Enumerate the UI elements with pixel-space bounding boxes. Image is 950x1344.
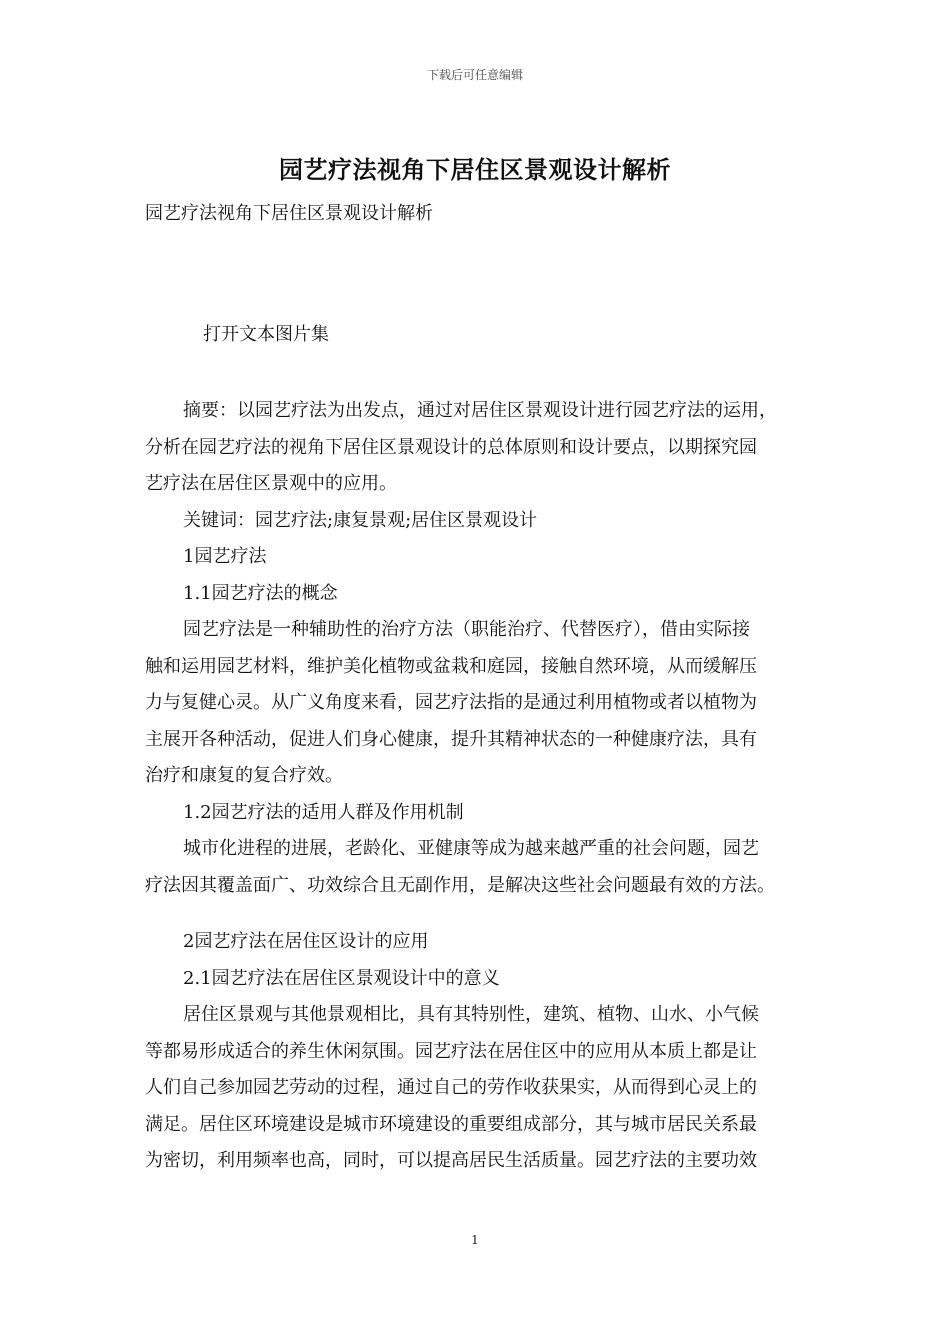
document-title: 园艺疗法视角下居住区景观设计解析 (279, 155, 671, 184)
image-set-link[interactable]: 打开文本图片集 (203, 323, 329, 345)
spacer (145, 353, 807, 393)
page-number: 1 (471, 1233, 479, 1247)
paragraph-line: 等都易形成适合的养生休闲氛围。园艺疗法在居住区中的应用从本质上都是让 (145, 1040, 757, 1062)
paragraph-line: 园艺疗法是一种辅助性的治疗方法（职能治疗、代替医疗），借由实际接 (183, 619, 750, 640)
paragraph-line: 力与复健心灵。从广义角度来看，园艺疗法指的是通过利用植物或者以植物为 (145, 692, 757, 713)
abstract-line: 艺疗法在居住区景观中的应用。 (145, 473, 397, 494)
keywords: 关键词：园艺疗法;康复景观;居住区景观设计 (183, 509, 538, 531)
section-heading: 1园艺疗法 (183, 546, 267, 567)
spacer (145, 904, 807, 924)
abstract-line: 摘要：以园艺疗法为出发点，通过对居住区景观设计进行园艺疗法的运用， (183, 400, 777, 421)
paragraph-line: 居住区景观与其他景观相比，具有其特别性，建筑、植物、山水、小气候 (183, 1004, 759, 1025)
subsection-heading: 1.2园艺疗法的适用人群及作用机制 (183, 801, 464, 823)
header-note: 下载后可任意编辑 (426, 68, 523, 82)
subsection-heading: 2.1园艺疗法在居住区景观设计中的意义 (183, 967, 500, 989)
paragraph-line: 为密切，利用频率也高，同时，可以提高居民生活质量。园艺疗法的主要功效 (145, 1150, 757, 1171)
paragraph-line: 主展开各种活动，促进人们身心健康，提升其精神状态的一种健康疗法，具有 (145, 728, 757, 750)
paragraph-line: 疗法因其覆盖面广、功效综合且无副作用，是解决这些社会问题最有效的方法。 (145, 874, 775, 896)
document-subtitle: 园艺疗法视角下居住区景观设计解析 (145, 203, 433, 224)
paragraph-line: 治疗和康复的复合疗效。 (145, 765, 343, 786)
paragraph-line: 城市化进程的进展，老龄化、亚健康等成为越来越严重的社会问题，园艺 (183, 838, 759, 859)
paragraph-line: 满足。居住区环境建设是城市环境建设的重要组成部分，其与城市居民关系最 (145, 1113, 757, 1135)
abstract-line: 分析在园艺疗法的视角下居住区景观设计的总体原则和设计要点，以期探究园 (145, 436, 757, 458)
subsection-heading: 1.1园艺疗法的概念 (183, 582, 338, 604)
section-heading: 2园艺疗法在居住区设计的应用 (183, 931, 429, 952)
paragraph-line: 触和运用园艺材料，维护美化植物或盆栽和庭园，接触自然环境，从而缓解压 (145, 655, 757, 677)
spacer (145, 233, 807, 317)
paragraph-line: 人们自己参加园艺劳动的过程，通过自己的劳作收获果实，从而得到心灵上的 (145, 1077, 757, 1098)
document-body (145, 196, 807, 1180)
